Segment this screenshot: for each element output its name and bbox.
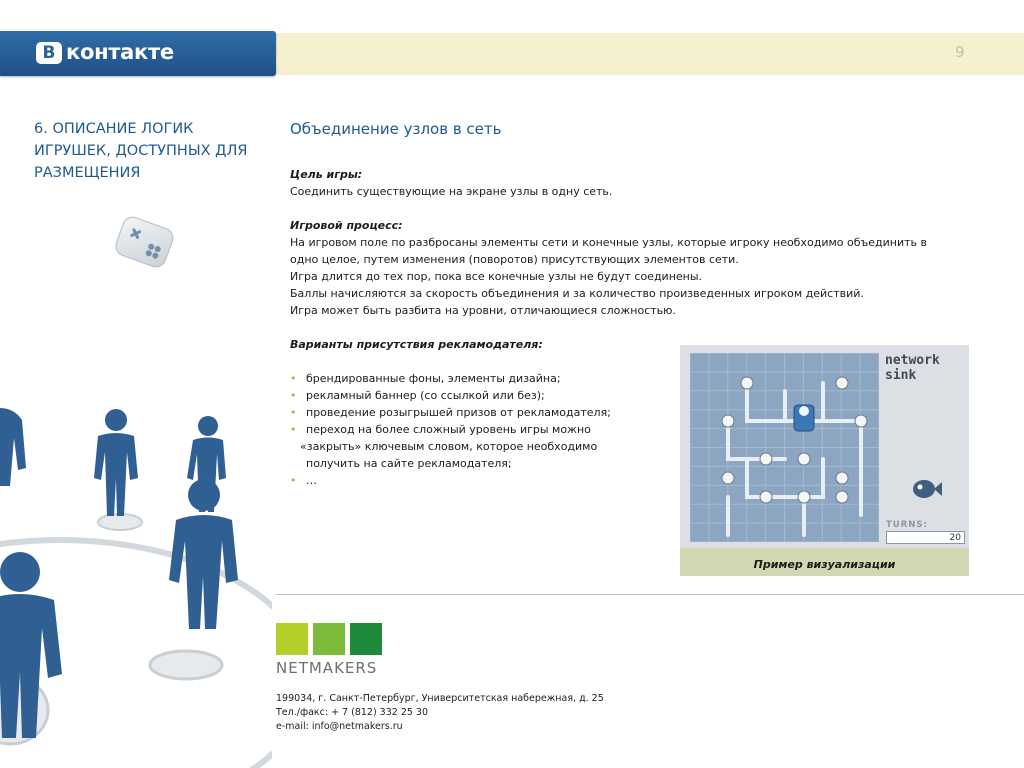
list-item-continuation: получить на сайте рекламодателя; bbox=[306, 457, 512, 470]
list-item-text: переход на более сложный уровень игры можно bbox=[306, 423, 591, 436]
network-node bbox=[798, 453, 810, 465]
people-network-illustration bbox=[0, 380, 272, 768]
bullet-icon: • bbox=[290, 406, 297, 419]
list-item-text: рекламный баннер (со ссылкой или без); bbox=[306, 389, 545, 402]
logo-square bbox=[276, 623, 308, 655]
email-link[interactable]: e-mail: info@netmakers.ru bbox=[276, 721, 403, 732]
netmakers-logo[interactable] bbox=[276, 623, 386, 683]
list-item-text: брендированные фоны, элементы дизайна; bbox=[306, 372, 561, 385]
network-node bbox=[836, 491, 848, 503]
bullet-icon: • bbox=[290, 372, 297, 385]
logo-square bbox=[350, 623, 382, 655]
game-board bbox=[690, 353, 879, 542]
game-title: Объединение узлов в сеть bbox=[290, 120, 502, 138]
turns-counter: 20 bbox=[886, 531, 965, 544]
phone: Тел./факс: + 7 (812) 332 25 30 bbox=[276, 707, 429, 718]
list-item-continuation: «закрыть» ключевым словом, которое необходимо bbox=[300, 440, 598, 453]
process-line: Баллы начисляются за скорость объединения и за количество произведенных игроком действий. bbox=[290, 287, 864, 300]
game-caption: Пример визуализации bbox=[680, 548, 969, 576]
divider bbox=[276, 594, 1024, 595]
game-screenshot bbox=[680, 345, 969, 576]
network-node bbox=[722, 415, 734, 427]
network-node bbox=[855, 415, 867, 427]
list-item-text: … bbox=[306, 474, 317, 487]
network-node bbox=[836, 472, 848, 484]
goal-heading: Цель игры: bbox=[290, 168, 363, 181]
variants-heading: Варианты присутствия рекламодателя: bbox=[290, 338, 543, 351]
vk-logo-text: контакте bbox=[66, 40, 174, 64]
turns-label: TURNS: bbox=[886, 520, 928, 530]
vkontakte-logo[interactable] bbox=[0, 31, 276, 76]
process-line: Игра длится до тех пор, пока все конечные узлы не будут соединены. bbox=[290, 270, 703, 283]
list-item-text: проведение розыгрышей призов от рекламодателя; bbox=[306, 406, 611, 419]
section-title: 6. ОПИСАНИЕ ЛОГИК ИГРУШЕК, ДОСТУПНЫХ ДЛЯ РАЗМЕЩЕНИЯ bbox=[34, 121, 248, 181]
fish-icon bbox=[908, 475, 942, 501]
network-node bbox=[760, 491, 772, 503]
network-node bbox=[741, 377, 753, 389]
page-number: 9 bbox=[955, 43, 965, 61]
bullet-icon: • bbox=[290, 389, 297, 402]
process-line: одно целое, путем изменения (поворотов) присутствующих элементов сети. bbox=[290, 253, 739, 266]
process-heading: Игровой процесс: bbox=[290, 219, 403, 232]
game-logo: network sink bbox=[885, 353, 940, 383]
netmakers-wordmark: NETMAKERS bbox=[276, 659, 378, 677]
bullet-icon: • bbox=[290, 423, 297, 436]
bullet-icon: • bbox=[290, 474, 297, 487]
network-node bbox=[836, 377, 848, 389]
network-node bbox=[760, 453, 772, 465]
address: 199034, г. Санкт-Петербург, Университетская набережная, д. 25 bbox=[276, 693, 604, 704]
gamepad-icon bbox=[108, 210, 180, 276]
header-band bbox=[276, 33, 1024, 75]
process-line: На игровом поле по разбросаны элементы сети и конечные узлы, которые игроку необходимо объединить в bbox=[290, 236, 928, 249]
contact-info bbox=[276, 692, 604, 734]
process-line: Игра может быть разбита на уровни, отличающиеся сложностью. bbox=[290, 304, 676, 317]
vk-b-icon: В bbox=[36, 42, 62, 64]
network-node bbox=[798, 491, 810, 503]
goal-text: Соединить существующие на экране узлы в одну сеть. bbox=[290, 185, 613, 198]
logo-square bbox=[313, 623, 345, 655]
network-node bbox=[722, 472, 734, 484]
